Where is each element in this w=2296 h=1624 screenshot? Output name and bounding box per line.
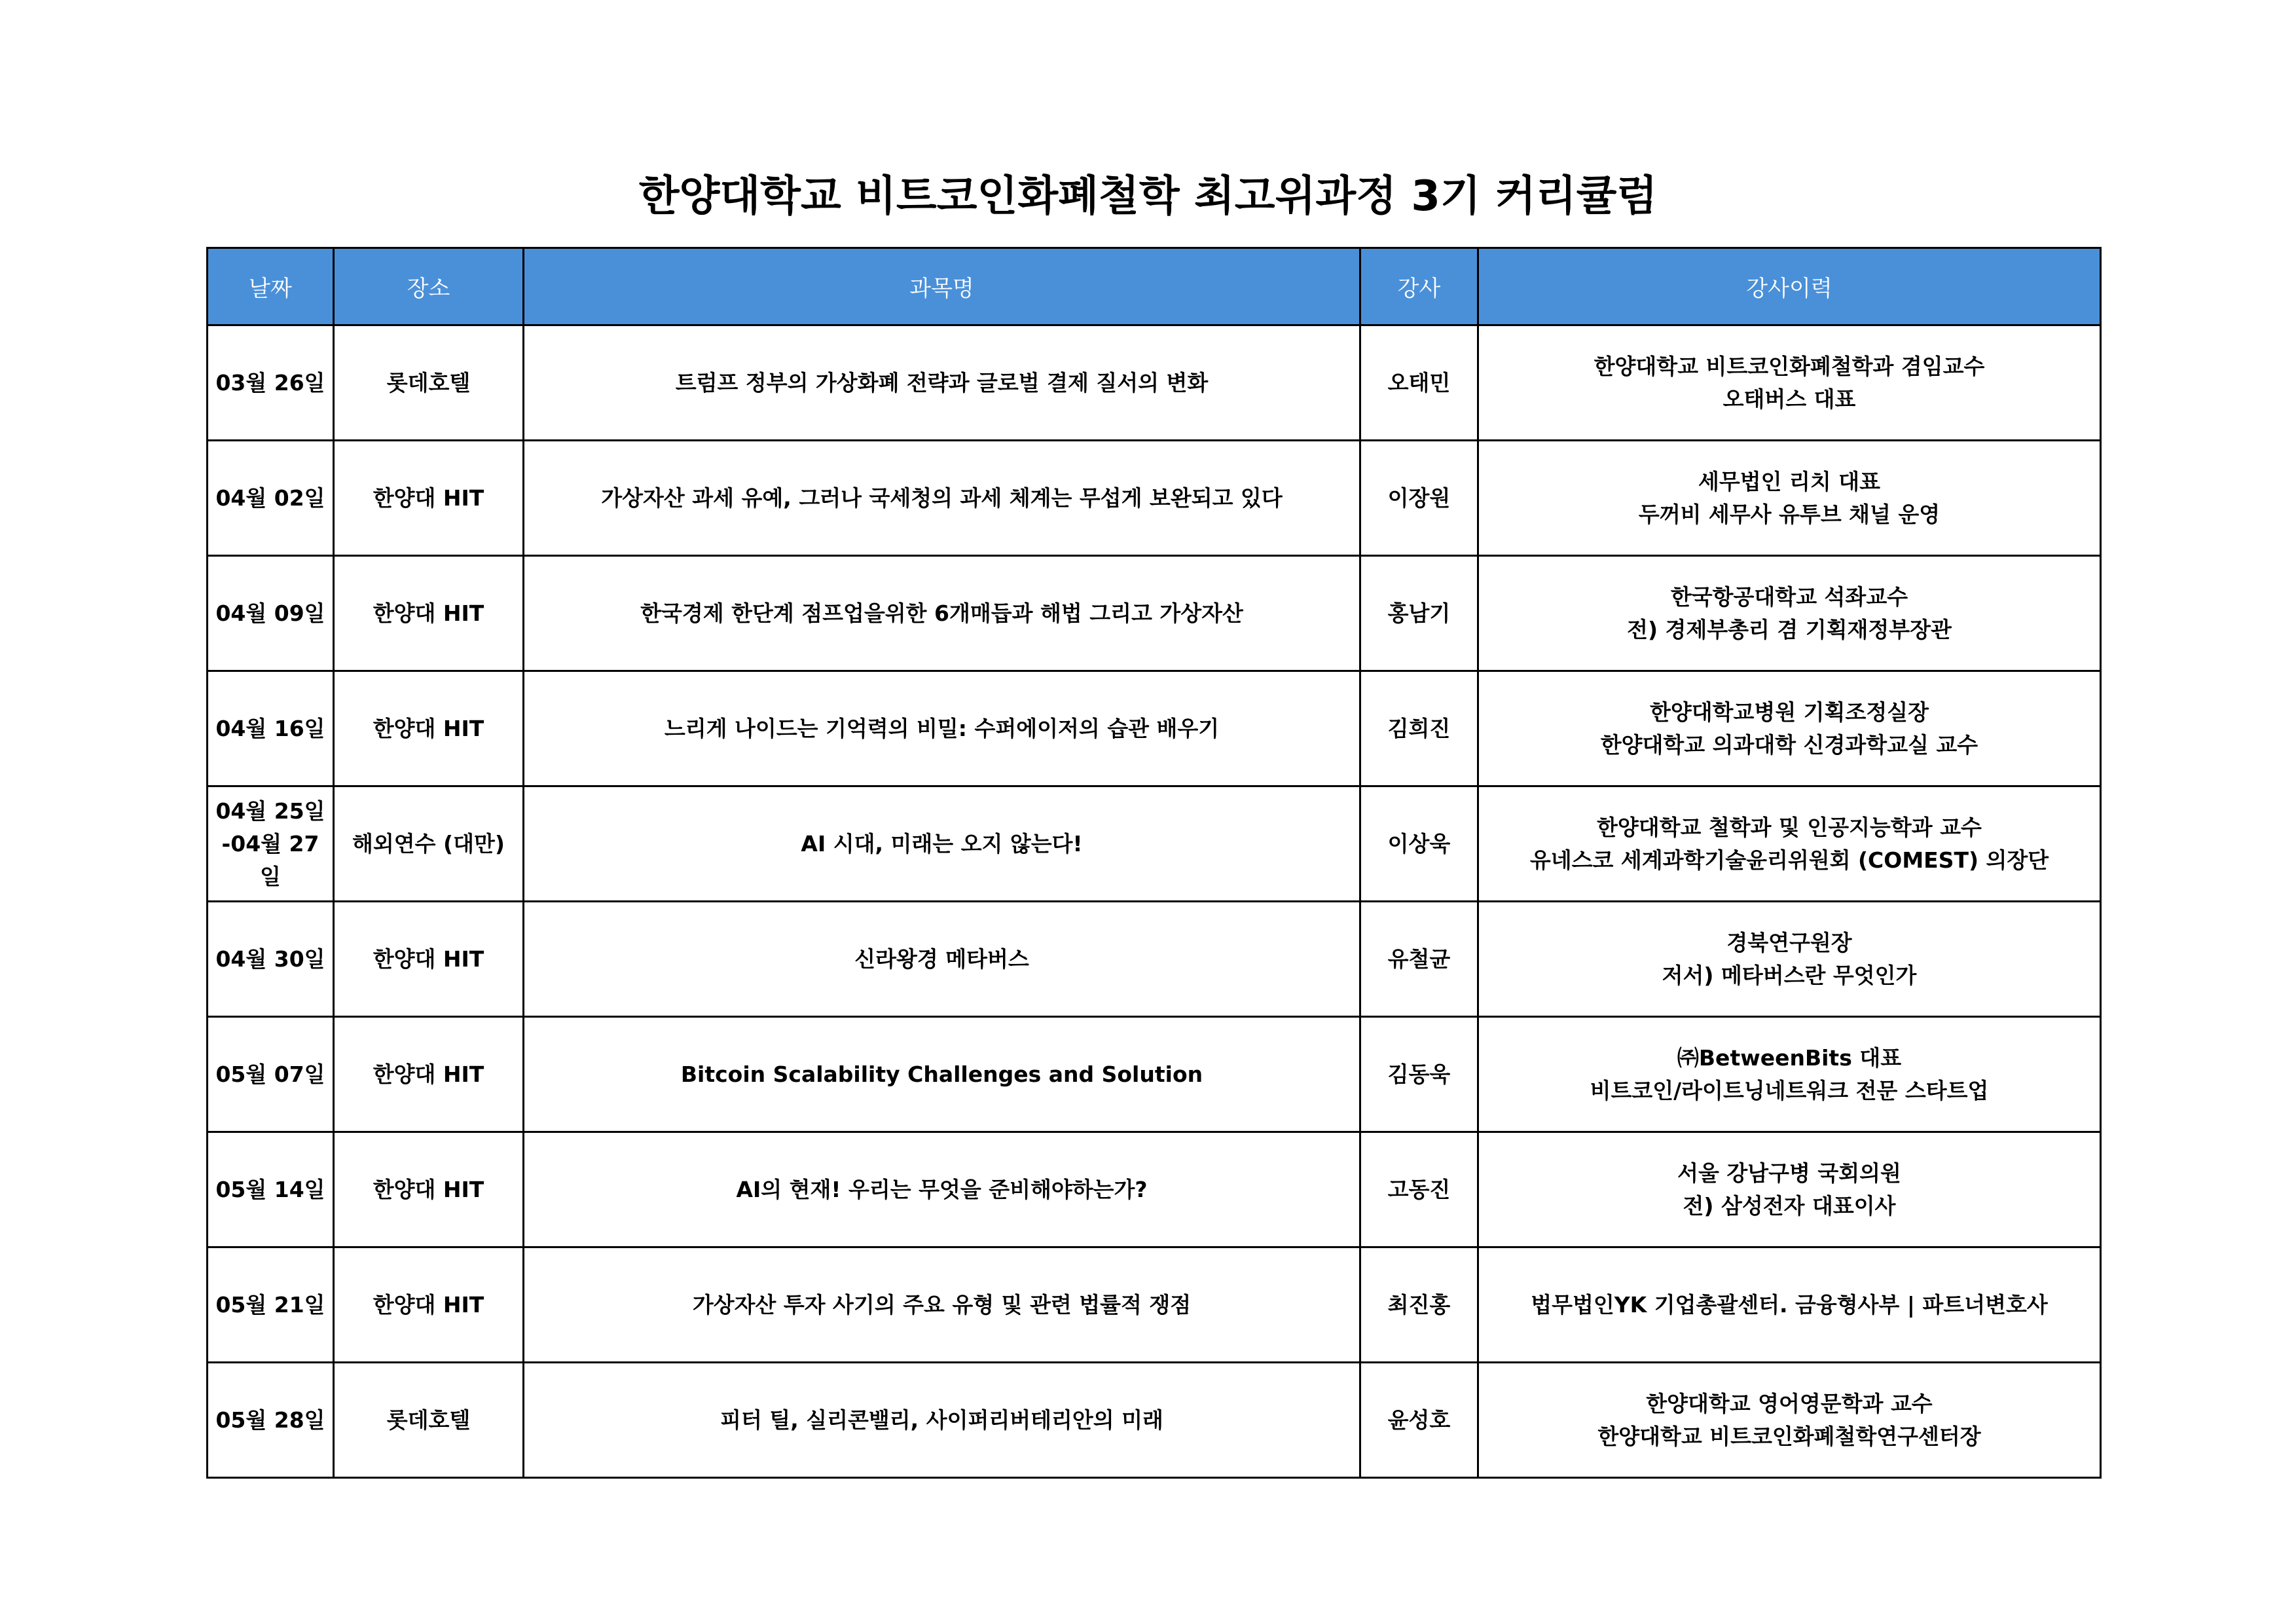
bio-line: 유네스코 세계과학기술윤리위원회 (COMEST) 의장단: [1529, 847, 2049, 873]
lecturer-bio-cell: [1478, 556, 2101, 671]
column-header-subject: 과목명: [524, 248, 1360, 325]
date-cell: [208, 671, 334, 786]
date-line: 05월 28일: [215, 1407, 325, 1433]
lecturer-cell: 최진홍: [1360, 1247, 1478, 1363]
date-line: 04월 09일: [215, 600, 325, 626]
table-row: [208, 786, 2101, 902]
place-cell: 한양대 HIT: [334, 671, 524, 786]
table-row: [208, 671, 2101, 786]
place-cell: 한양대 HIT: [334, 1017, 524, 1132]
date-line: 04월 02일: [215, 485, 325, 511]
bio-line: ㈜BetweenBits 대표: [1677, 1044, 1902, 1071]
bio-line: 전) 삼성전자 대표이사: [1683, 1192, 1896, 1219]
page-title: 한양대학교 비트코인화폐철학 최고위과정 3기 커리큘럼: [638, 172, 1658, 221]
table-row: [208, 556, 2101, 671]
date-line: 05월 07일: [215, 1061, 325, 1087]
subject-cell: 가상자산 투자 사기의 주요 유형 및 관련 법률적 쟁점: [524, 1247, 1360, 1363]
table-row: [208, 1132, 2101, 1247]
subject-cell: 피터 틸, 실리콘밸리, 사이퍼리버테리안의 미래: [524, 1363, 1360, 1478]
bio-line: 한양대학교병원 기획조정실장: [1650, 699, 1929, 725]
subject-cell: 신라왕경 메타버스: [524, 902, 1360, 1017]
bio-line: 전) 경제부총리 겸 기획재정부장관: [1627, 616, 1952, 642]
place-cell: 한양대 HIT: [334, 1247, 524, 1363]
lecturer-cell: 김희진: [1360, 671, 1478, 786]
lecturer-cell: 오태민: [1360, 325, 1478, 441]
bio-line: 한양대학교 영어영문학과 교수: [1646, 1390, 1933, 1416]
date-cell: [208, 1132, 334, 1247]
subject-cell: AI 시대, 미래는 오지 않는다!: [524, 786, 1360, 902]
lecturer-bio-cell: [1478, 325, 2101, 441]
bio-line: 경북연구원장: [1726, 929, 1852, 955]
table-row: [208, 1017, 2101, 1132]
bio-line: 오태버스 대표: [1722, 386, 1856, 412]
date-line: 05월 21일: [215, 1291, 325, 1318]
lecturer-cell: 유철균: [1360, 902, 1478, 1017]
lecturer-cell: 이장원: [1360, 441, 1478, 556]
subject-cell: 느리게 나이드는 기억력의 비밀: 수퍼에이저의 습관 배우기: [524, 671, 1360, 786]
table-body: [208, 325, 2101, 1478]
lecturer-bio-cell: [1478, 1017, 2101, 1132]
bio-line: 저서) 메타버스란 무엇인가: [1662, 962, 1917, 988]
place-cell: 한양대 HIT: [334, 441, 524, 556]
place-cell: 한양대 HIT: [334, 556, 524, 671]
date-cell: [208, 786, 334, 902]
lecturer-bio-cell: [1478, 786, 2101, 902]
date-line: 04월 30일: [215, 946, 325, 972]
date-line: 03월 26일: [215, 369, 325, 396]
bio-line: 한양대학교 의과대학 신경과학교실 교수: [1600, 731, 1978, 758]
lecturer-bio-cell: [1478, 1247, 2101, 1363]
table-row: [208, 902, 2101, 1017]
lecturer-cell: 고동진: [1360, 1132, 1478, 1247]
table-row: [208, 325, 2101, 441]
lecturer-cell: 윤성호: [1360, 1363, 1478, 1478]
lecturer-bio-cell: [1478, 1132, 2101, 1247]
date-line: -04월 27일: [221, 830, 319, 889]
bio-line: 세무법인 리치 대표: [1698, 468, 1880, 494]
bio-line: 법무법인YK 기업총괄센터. 금융형사부 | 파트너변호사: [1531, 1291, 2048, 1318]
lecturer-bio-cell: [1478, 902, 2101, 1017]
place-cell: 한양대 HIT: [334, 902, 524, 1017]
column-header-lecturer-bio: 강사이력: [1478, 248, 2101, 325]
bio-line: 한양대학교 철학과 및 인공지능학과 교수: [1597, 814, 1982, 840]
header-row: [208, 248, 2101, 325]
place-cell: 해외연수 (대만): [334, 786, 524, 902]
subject-cell: AI의 현재! 우리는 무엇을 준비해야하는가?: [524, 1132, 1360, 1247]
table-row: [208, 1363, 2101, 1478]
bio-line: 한국항공대학교 석좌교수: [1670, 583, 1908, 610]
lecturer-cell: 이상욱: [1360, 786, 1478, 902]
lecturer-bio-cell: [1478, 441, 2101, 556]
date-cell: [208, 1247, 334, 1363]
lecturer-cell: 김동욱: [1360, 1017, 1478, 1132]
place-cell: 한양대 HIT: [334, 1132, 524, 1247]
place-cell: 롯데호텔: [334, 325, 524, 441]
date-cell: [208, 556, 334, 671]
bio-line: 한양대학교 비트코인화폐철학과 겸임교수: [1594, 353, 1985, 379]
column-header-place: 장소: [334, 248, 524, 325]
date-cell: [208, 1363, 334, 1478]
subject-cell: Bitcoin Scalability Challenges and Solution: [524, 1017, 1360, 1132]
subject-cell: 가상자산 과세 유예, 그러나 국세청의 과세 체계는 무섭게 보완되고 있다: [524, 441, 1360, 556]
subject-cell: 한국경제 한단계 점프업을위한 6개매듭과 해법 그리고 가상자산: [524, 556, 1360, 671]
date-line: 04월 16일: [215, 715, 325, 741]
bio-line: 비트코인/라이트닝네트워크 전문 스타트업: [1590, 1077, 1989, 1103]
date-line: 04월 25일: [215, 798, 325, 824]
bio-line: 한양대학교 비트코인화폐철학연구센터장: [1597, 1423, 1981, 1449]
date-line: 05월 14일: [215, 1176, 325, 1202]
date-cell: [208, 325, 334, 441]
date-cell: [208, 441, 334, 556]
bio-line: 서울 강남구병 국회의원: [1677, 1160, 1901, 1186]
column-header-date: 날짜: [208, 248, 334, 325]
date-cell: [208, 902, 334, 1017]
subject-cell: 트럼프 정부의 가상화폐 전략과 글로벌 결제 질서의 변화: [524, 325, 1360, 441]
table-row: [208, 1247, 2101, 1363]
curriculum-table: [206, 247, 2102, 1479]
bio-line: 두꺼비 세무사 유투브 채널 운영: [1638, 501, 1941, 527]
lecturer-cell: 홍남기: [1360, 556, 1478, 671]
table-row: [208, 441, 2101, 556]
date-cell: [208, 1017, 334, 1132]
lecturer-bio-cell: [1478, 1363, 2101, 1478]
column-header-lecturer: 강사: [1360, 248, 1478, 325]
lecturer-bio-cell: [1478, 671, 2101, 786]
place-cell: 롯데호텔: [334, 1363, 524, 1478]
